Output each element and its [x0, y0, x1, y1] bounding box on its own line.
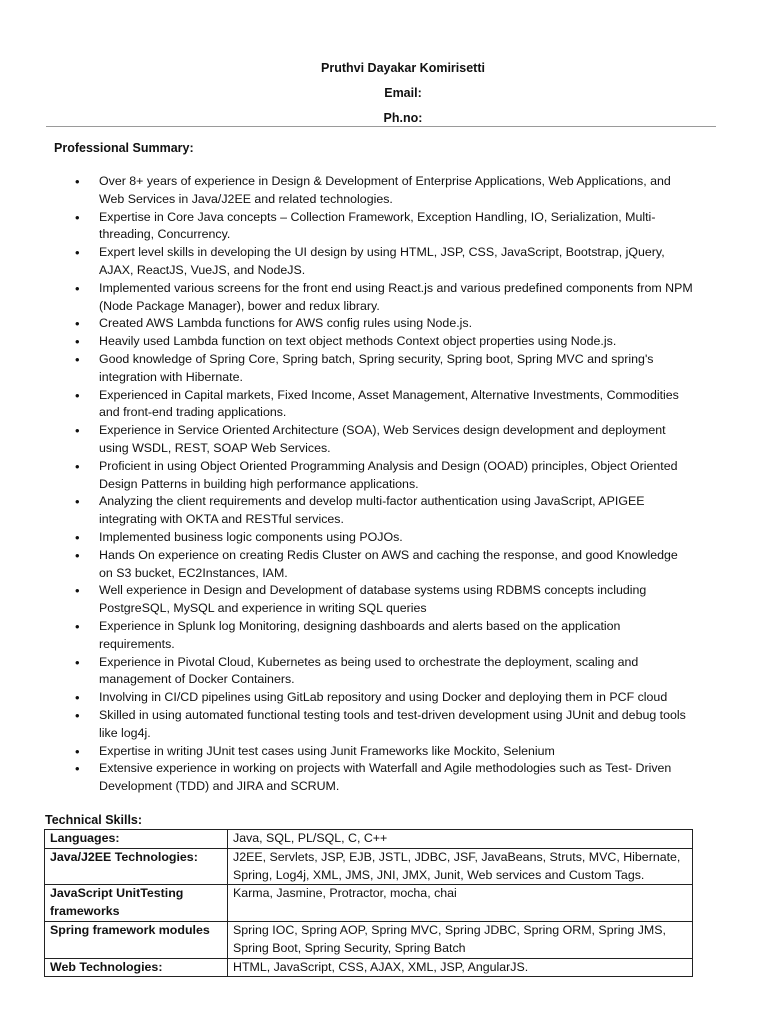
summary-item: • Good knowledge of Spring Core, Spring batch, Spring security, Spring boot, Spring MVC and spring's integration with Hibernate. — [75, 351, 695, 387]
skill-value: HTML, JavaScript, CSS, AJAX, XML, JSP, AngularJS. — [228, 958, 693, 977]
summary-item: • Expertise in writing JUnit test cases using Junit Frameworks like Mockito, Selenium — [75, 743, 695, 761]
summary-item: • Heavily used Lambda function on text object methods Context object properties using Node.js. — [75, 333, 695, 351]
table-row — [45, 830, 693, 849]
skills-table — [44, 829, 693, 977]
summary-item: • Well experience in Design and Development of database systems using RDBMS concepts including PostgreSQL, MySQL and experience in writing SQL queries — [75, 582, 695, 618]
skill-value: Java, SQL, PL/SQL, C, C++ — [228, 830, 693, 849]
skill-category: JavaScript UnitTesting frameworks — [45, 885, 228, 922]
summary-item: • Hands On experience on creating Redis Cluster on AWS and caching the response, and good Knowledge on S3 bucket, EC2Instances, IAM. — [75, 547, 695, 583]
phone-label: Ph.no: — [383, 111, 423, 125]
skill-value: Karma, Jasmine, Protractor, mocha, chai — [228, 885, 693, 922]
summary-item: • Extensive experience in working on projects with Waterfall and Agile methodologies such as Test- Driven Development (TDD) and JIRA and SCRUM. — [75, 760, 695, 796]
summary-item: • Skilled in using automated functional testing tools and test-driven development using JUnit and debug tools like log4j. — [75, 707, 695, 743]
skill-category: Languages: — [45, 830, 228, 849]
summary-heading: Professional Summary: — [54, 141, 194, 155]
header-divider — [46, 126, 716, 127]
summary-item: • Over 8+ years of experience in Design & Development of Enterprise Applications, Web Applications, and Web Services in Java/J2EE and related technologies. — [75, 173, 695, 209]
summary-item: • Experience in Service Oriented Architecture (SOA), Web Services design development and deployment using WSDL, REST, SOAP Web Services. — [75, 422, 695, 458]
candidate-name: Pruthvi Dayakar Komirisetti — [321, 61, 485, 75]
skills-heading: Technical Skills: — [45, 813, 143, 827]
skill-category: Java/J2EE Technologies: — [45, 848, 228, 885]
summary-item: • Analyzing the client requirements and develop multi-factor authentication using JavaScript, APIGEE integrating with OKTA and RESTful services. — [75, 493, 695, 529]
skill-value: J2EE, Servlets, JSP, EJB, JSTL, JDBC, JSF, JavaBeans, Struts, MVC, Hibernate, Spring, Log4j, XML, JMS, JNI, JMX, Junit, Web services and Custom Tags. — [228, 848, 693, 885]
skill-value: Spring IOC, Spring AOP, Spring MVC, Spring JDBC, Spring ORM, Spring JMS, Spring Boot, Spring Security, Spring Batch — [228, 921, 693, 958]
table-row — [45, 958, 693, 977]
resume-header — [0, 58, 768, 133]
summary-item: • Implemented various screens for the front end using React.js and various predefined components from NPM (Node Package Manager), bower and redux library. — [75, 280, 695, 316]
skill-category: Web Technologies: — [45, 958, 228, 977]
table-row — [45, 885, 693, 922]
summary-item: • Experience in Pivotal Cloud, Kubernetes as being used to orchestrate the deployment, scaling and management of Docker Containers. — [75, 654, 695, 690]
summary-item: • Experience in Splunk log Monitoring, designing dashboards and alerts based on the application requirements. — [75, 618, 695, 654]
summary-item: • Expert level skills in developing the UI design by using HTML, JSP, CSS, JavaScript, Bootstrap, jQuery, AJAX, ReactJS, VueJS, and NodeJS. — [75, 244, 695, 280]
table-row — [45, 921, 693, 958]
table-row — [45, 848, 693, 885]
summary-list — [75, 173, 695, 796]
summary-item: • Involving in CI/CD pipelines using GitLab repository and using Docker and deploying them in PCF cloud — [75, 689, 695, 707]
summary-item: • Created AWS Lambda functions for AWS config rules using Node.js. — [75, 315, 695, 333]
summary-item: • Experienced in Capital markets, Fixed Income, Asset Management, Alternative Investments, Commodities and front-end trading applications. — [75, 387, 695, 423]
summary-item: • Proficient in using Object Oriented Programming Analysis and Design (OOAD) principles, Object Oriented Design Patterns in building high performance applications. — [75, 458, 695, 494]
summary-item: • Implemented business logic components using POJOs. — [75, 529, 695, 547]
summary-item: • Expertise in Core Java concepts – Collection Framework, Exception Handling, IO, Serialization, Multi-threading, Concurrency. — [75, 209, 695, 245]
skill-category: Spring framework modules — [45, 921, 228, 958]
email-label: Email: — [384, 86, 422, 100]
